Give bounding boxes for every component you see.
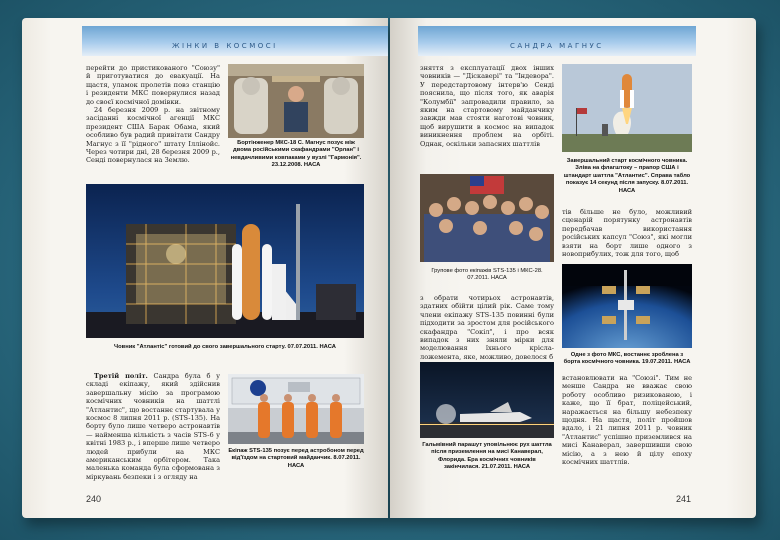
caption-atlantis-ready: Човник "Атлантіс" готовий до свого завершального старту. 07.07.2011. НАСА <box>114 344 336 350</box>
running-header-right: САНДРА МАГНУС <box>510 42 604 50</box>
header-band-right <box>418 26 696 56</box>
caption-iss: Одне з фото МКС, востаннє зроблена з борта космічного човника. 19.07.2011. НАСА <box>563 352 691 366</box>
photo-group-crews <box>420 174 554 262</box>
section-heading: Третій політ. <box>94 372 148 380</box>
right-text-col1-top: зняття з експлуатації двох інших човників — "Діскавері" та "Індевора". У передстартовому інтерв'ю Сенді пояснила, що після того, як аварія "Колумбії" запровадили правило, за яким на стартовому майданчику завжди мав стояти наготові човник, щоб вирушити в космос на випадок виникнення проблем на орбіті. Однак, оскільки запасних шаттлів <box>420 64 554 148</box>
running-header-left: ЖІНКИ В КОСМОСІ <box>172 42 278 50</box>
photo-atlantis-launchpad <box>86 184 364 338</box>
photo-final-launch <box>562 64 692 152</box>
photo-atlantis-launchpad-art <box>86 184 364 338</box>
paragraph: Сандра була б у складі екіпажу, який здійснив завершальну місію за програмою космічних човників на шаттлі "Атлантис", що востаннє стартувала у космос 8 липня 2011 р. (STS-135). На борту було лише четверо астронавтів — найменша кількість з часів STS-6 у квітні 1983 р., і вперше лише четверо людей прибули на МКС американським орбітером. Така маленька команда була сформована з міркувань безпеки і з огляду на <box>86 372 220 481</box>
photo-magnus-spacesuits-art <box>228 64 364 138</box>
photo-sts135-crew-art <box>228 374 364 444</box>
caption-crew-walkout: Екіпаж STS-135 позує перед астробоном перед від'їздом на стартовий майданчик. 8.07.2011. НАСА <box>228 448 364 469</box>
caption-final-launch: Завершальний старт космічного човника. Зліва на флагштоку – прапор США і штандарт шаттла "Атлантис". Справа табло показує 14 секунд після запуску. 8.07.2011. НАСА <box>563 158 691 194</box>
right-text-col1-mid: з обрати чотирьох астронавтів, здатних обійти цілий рік. Саме тому члени екіпажу STS-135 повинні були підходити за зростом для російського скафандра "Сокіл", і про всяк випадок з них зняли мірки для моделювання їхнього крісла-ложемента, яке, можливо, довелося б <box>420 294 554 361</box>
photo-iss-art <box>562 264 692 348</box>
left-text-bottom <box>86 372 220 481</box>
header-band-left <box>82 26 388 56</box>
page-number-right: 241 <box>676 494 692 504</box>
photo-sts135-crew <box>228 374 364 444</box>
paragraph: 24 березня 2009 р. на звітному засіданні космічної агенції МКС президент США Барак Обама, який особливо був радий привітати Сандру Магнус з її "рідного" штату Іллінойс. Через чотири дні, 28 березня 2009 р., Сенді повернулася на Землю. <box>86 106 220 165</box>
left-page <box>22 18 388 518</box>
left-text-top <box>86 64 220 165</box>
photo-shuttle-landing-art <box>420 362 554 438</box>
page-number-left: 240 <box>86 494 102 504</box>
caption-spacesuits: Бортінженер МКС-18 С. Магнус позує між двома російськими скафандрами "Орлан" і невдачливими ковпаками у вузлі "Гармонія". 23.12.2008. НАСА <box>230 140 362 169</box>
right-text-col2-mid: тів більше не було, можливий сценарій порятунку астронавтів передбачав використання російських капсул "Союз", які могли взяти на борт лише одного з новоприбулих, тож для того, щоб <box>562 208 692 259</box>
photo-magnus-spacesuits <box>228 64 364 138</box>
right-text-col2-bottom: встановлювати на "Союзі". Тим не менше Сандра не вважає свою роботу особливо ризикованою, і каже, що її брат, поліцейський, наражається на більшу небезпеку щодня. На щастя, політ пройшов вдало, і 21 липня 2011 р. човник "Атлантис" успішно приземлився на мисі Канаверал, завершивши свою місію, а з нею й цілу епоху космічних шаттлів. <box>562 374 692 467</box>
paragraph: перейти до пристикованого "Союзу" й приготуватися до евакуації. На щастя, уламок пролетів повз станцію і резиденти МКС повернулися назад до своєї космічної домівки. <box>86 64 220 106</box>
photo-group-crews-art <box>420 174 554 262</box>
photo-shuttle-landing <box>420 362 554 438</box>
caption-landing: Гальмівний парашут уповільнює рух шаттла після приземлення на мисі Канаверал, Флорида. Ера космічних човників закінчилася. 21.07.2011. НАСА <box>422 442 552 471</box>
right-page <box>390 18 756 518</box>
caption-group-photo: Групове фото екіпажів STS-135 і МКС-28. 07.2011. НАСА <box>431 268 543 282</box>
photo-iss <box>562 264 692 348</box>
photo-final-launch-art <box>562 64 692 152</box>
